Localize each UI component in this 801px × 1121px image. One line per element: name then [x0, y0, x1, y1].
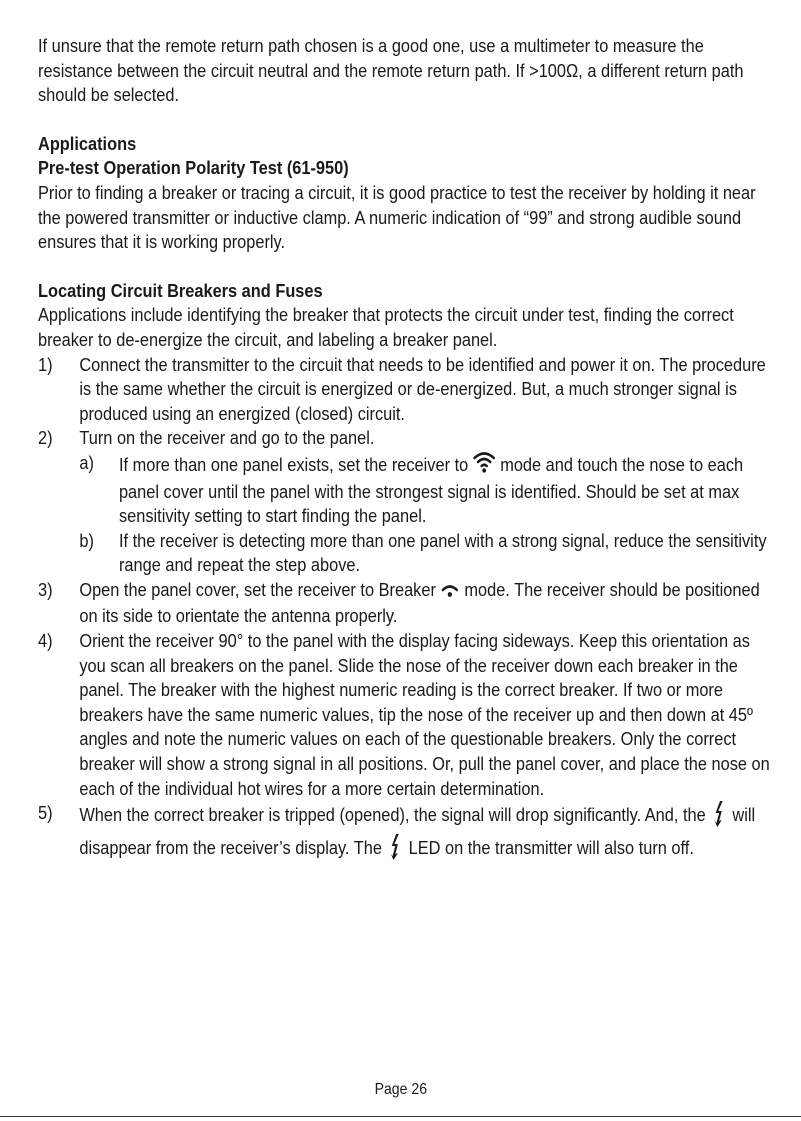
locating-heading: Locating Circuit Breakers and Fuses [38, 279, 323, 301]
pretest-paragraph: Prior to finding a breaker or tracing a circuit, it is good practice to test the receiver by holding it near the powered transmitter or inductive clamp. A numeric indication of “99” and strong audible sound ensures that it is working properly. [38, 181, 756, 253]
pretest-heading: Pre-test Operation Polarity Test (61-950) [38, 157, 349, 179]
lightning-bolt-icon [390, 834, 401, 867]
step-text-cont: mode. The receiver should be positioned on its side to orientate the antenna properly. [79, 578, 760, 627]
page-footer [0, 1081, 801, 1099]
step-2 [38, 426, 778, 451]
step-number: 3) [38, 578, 53, 600]
substep-text: If the receiver is detecting more than one panel with a strong signal, reduce the sensitivity range and repeat the step above. [118, 529, 767, 576]
intro-paragraph: If unsure that the remote return path chosen is a good one, use a multimeter to measure the resistance between the circuit neutral and the remote return path. If >100Ω, a different return path should be selected. [38, 35, 744, 106]
document-page [38, 34, 778, 866]
wifi-signal-icon [473, 451, 496, 480]
step-text: Open the panel cover, set the receiver to Breaker [79, 578, 436, 600]
substep-b [38, 529, 778, 578]
step-number: 4) [38, 630, 53, 652]
substep-a [38, 451, 778, 529]
page-number: Page 26 [374, 1081, 427, 1098]
step-3 [38, 578, 778, 629]
step-1 [38, 353, 778, 427]
step-4 [38, 629, 778, 801]
lightning-bolt-icon [714, 801, 725, 834]
step-number: 2) [38, 427, 53, 449]
substep-label: a) [79, 451, 94, 473]
applications-heading: Applications [38, 132, 137, 154]
step-number: 1) [38, 353, 53, 375]
step-number: 5) [38, 802, 53, 824]
substep-label: b) [79, 529, 94, 551]
step-text: When the correct breaker is tripped (opened), the signal will drop significantly. And, the [79, 804, 706, 826]
breaker-signal-icon [440, 580, 459, 605]
step-text: Orient the receiver 90° to the panel with the display facing sideways. Keep this orientation as you scan all breakers on the panel. Slide the nose of the receiver down each breaker in the panel. The breaker with the highest numeric reading is the correct breaker. If two or more breakers have the same numeric values, tip the nose of the receiver up and then down at 45º angles and note the numeric values on each of the questionable breakers. Only the correct breaker will show a strong signal in all positions. Or, pull the panel cover, and place the nose on each of the individual hot wires for a more certain determination. [79, 630, 770, 799]
bottom-rule [0, 1116, 801, 1117]
substep-text: If more than one panel exists, set the receiver to [118, 453, 469, 475]
substep-text-cont: mode and touch the nose to each panel cover until the panel with the strongest signal is identified. Should be set at max sensitivity setting to start finding the panel. [118, 453, 744, 527]
step-5 [38, 801, 778, 866]
locating-intro: Applications include identifying the breaker that protects the circuit under test, finding the correct breaker to de-energize the circuit, and labeling a breaker panel. [38, 304, 734, 350]
step-text: Turn on the receiver and go to the panel. [79, 427, 375, 449]
step-text: Connect the transmitter to the circuit that needs to be identified and power it on. The procedure is the same whether the circuit is energized or de-energized. But, a much stronger signal is produced using an energized (closed) circuit. [79, 353, 766, 424]
step-text-cont: will disappear from the receiver’s display. The [79, 804, 756, 858]
step-text-end: LED on the transmitter will also turn off. [408, 836, 694, 858]
